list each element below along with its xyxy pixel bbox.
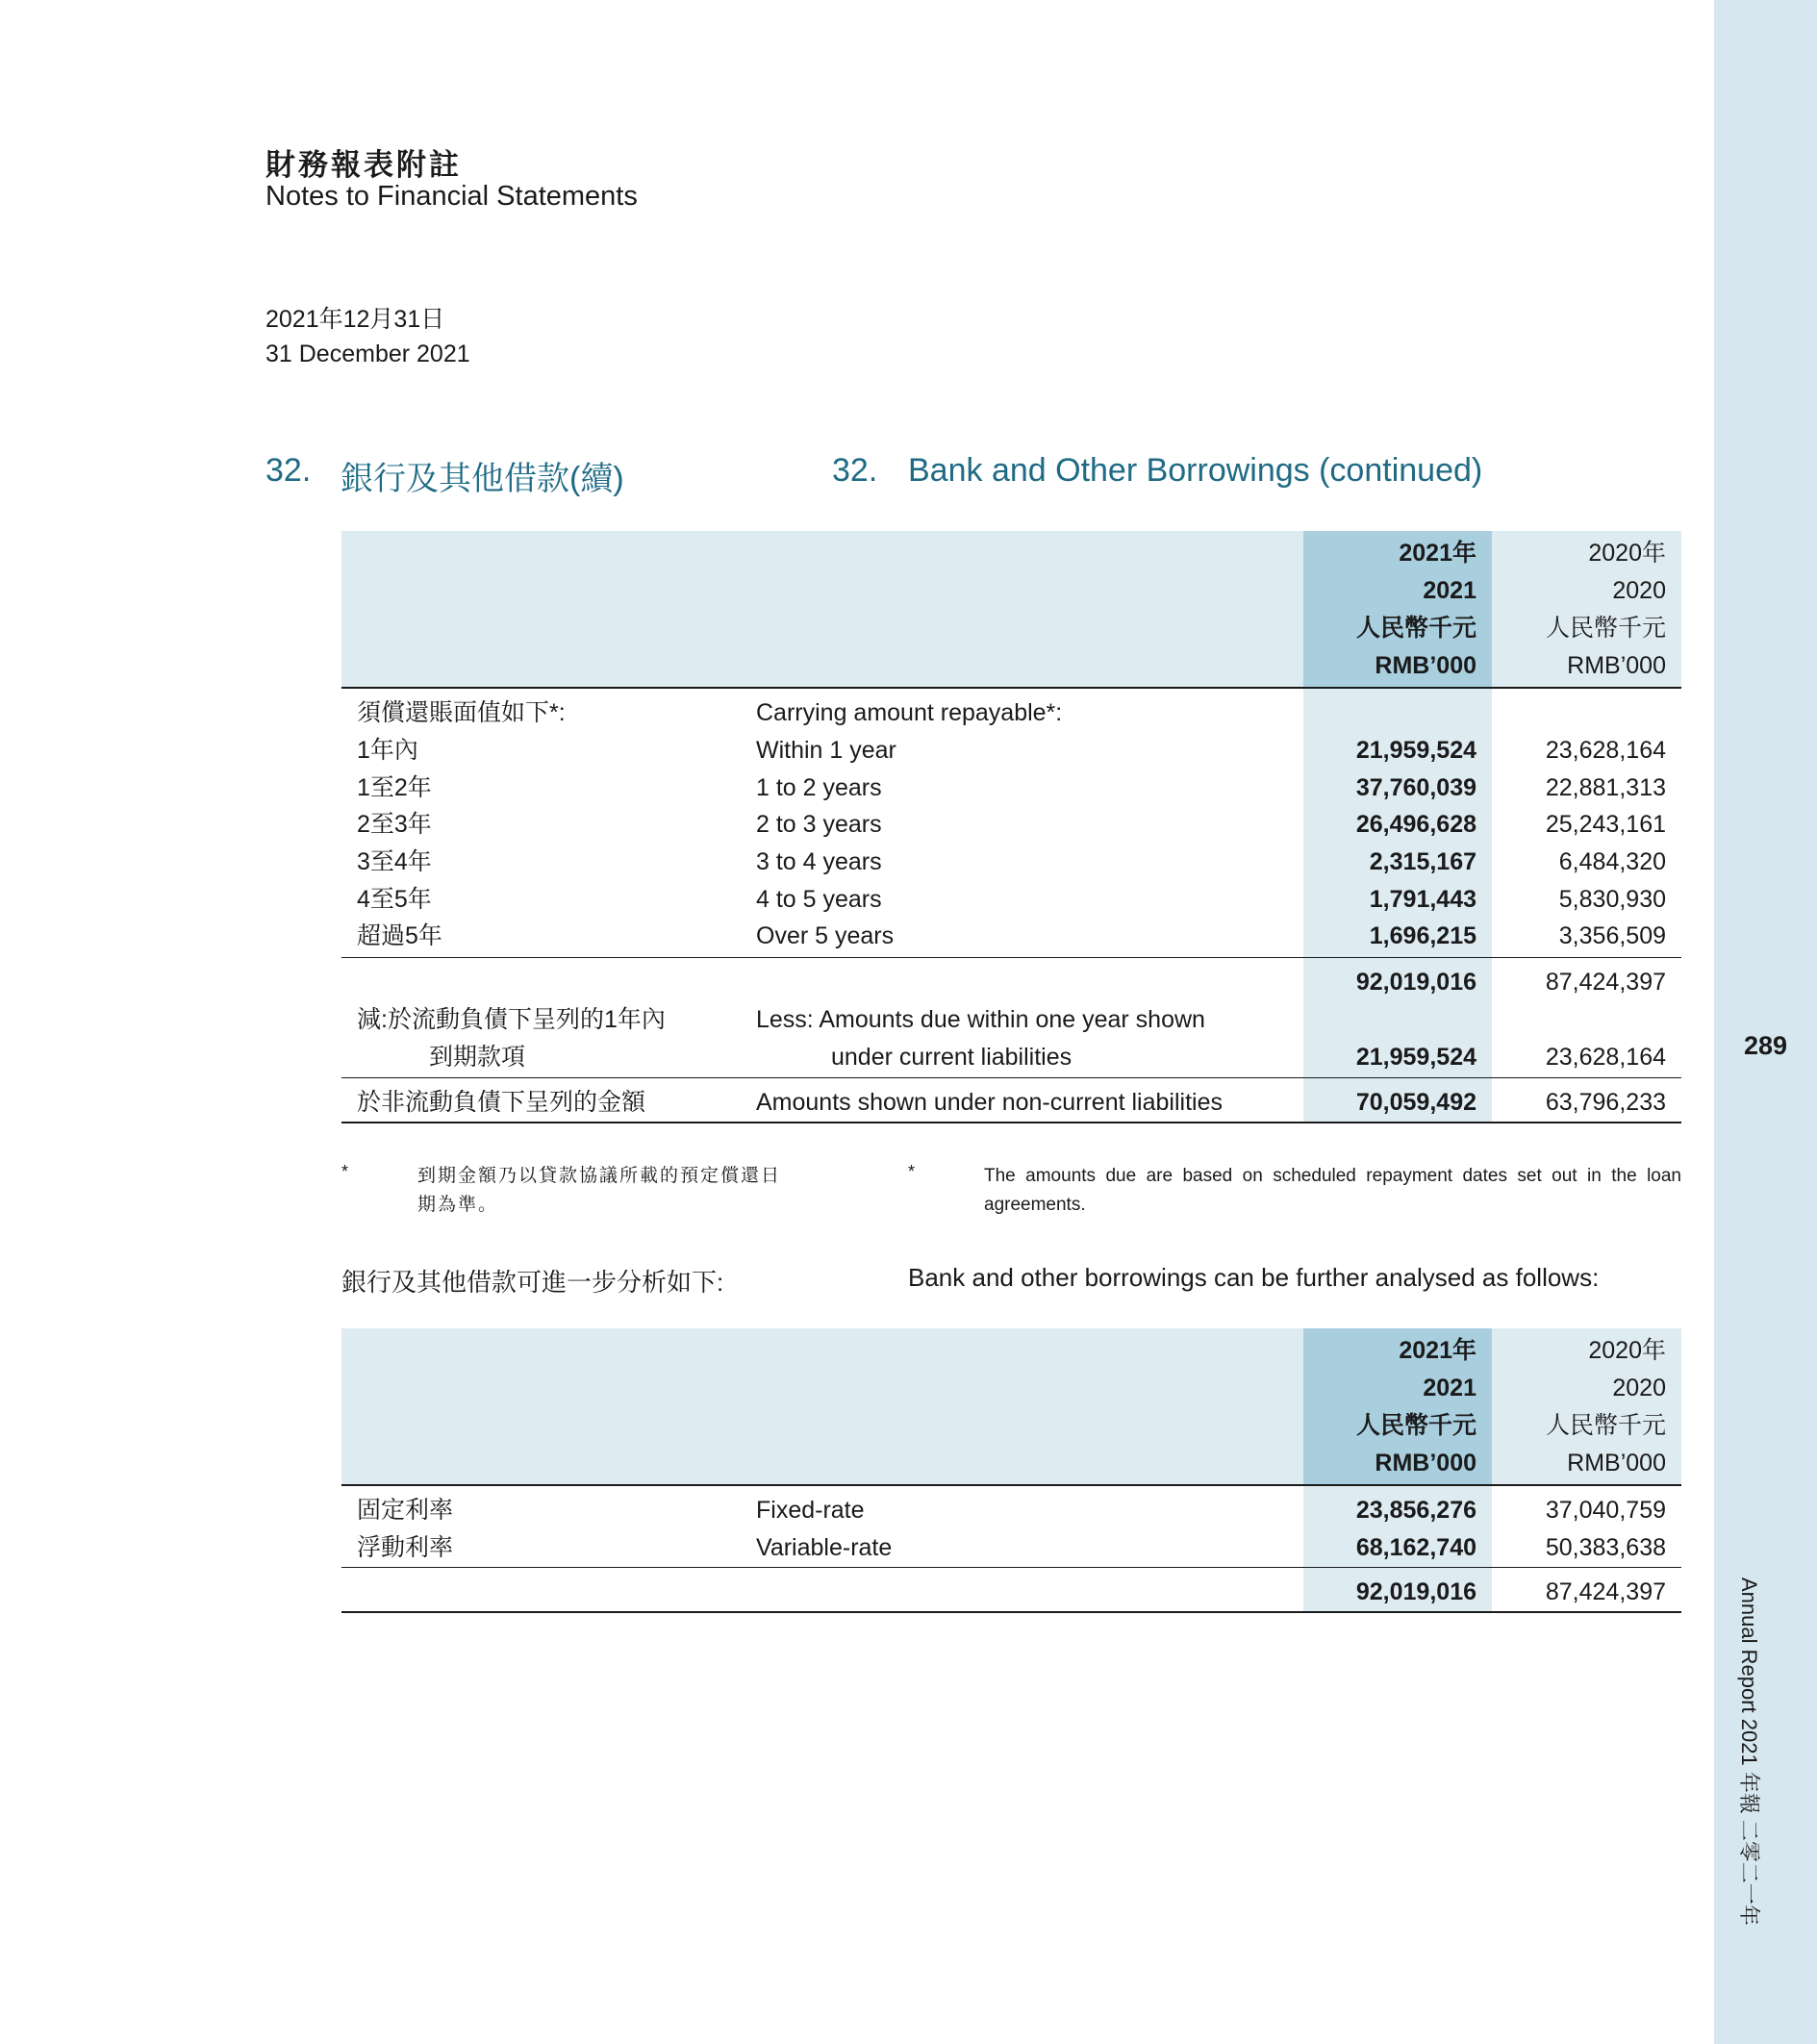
row-label-en: 1 to 2 years — [756, 774, 882, 801]
footnote-star-zh: * — [341, 1162, 349, 1181]
row-value-2021: 1,696,215 — [1369, 922, 1476, 949]
row-value-2021: 1,791,443 — [1369, 886, 1476, 913]
row-label-en: Variable-rate — [756, 1534, 893, 1561]
subtotal-2021: 92,019,016 — [1355, 969, 1476, 996]
row-label-zh: 超過5年 — [357, 922, 442, 949]
row-value-2020: 50,383,638 — [1545, 1534, 1666, 1561]
row-label-en: Over 5 years — [756, 922, 895, 949]
row-value-2020: 5,830,930 — [1558, 886, 1666, 913]
footnote-zh: 到期金額乃以貸款協議所載的預定償還日期為準。 — [417, 1166, 782, 1215]
total-rule — [341, 1567, 1681, 1568]
col-2021-unit-en: RMB’000 — [1375, 652, 1476, 679]
col-2021-zh: 2021年 — [1399, 540, 1476, 567]
noncurrent-rule — [341, 1077, 1681, 1078]
row-value-2021: 23,856,276 — [1355, 1497, 1476, 1524]
caption-zh: 須償還賬面值如下*: — [357, 699, 566, 726]
row-value-2021: 26,496,628 — [1355, 811, 1476, 838]
analysis-zh: 銀行及其他借款可進一步分析如下: — [341, 1268, 724, 1297]
side-band — [1714, 0, 1817, 2044]
header-title-zh: 財務報表附註 — [265, 148, 462, 183]
less-2020: 23,628,164 — [1545, 1044, 1666, 1071]
section-title-zh: 銀行及其他借款(續) — [341, 461, 624, 497]
row-label-zh: 4至5年 — [357, 886, 432, 913]
date-zh: 2021年12月31日 — [265, 306, 445, 333]
noncurrent-label-en: Amounts shown under non-current liabilities — [756, 1089, 1223, 1116]
col-2021-en: 2021 — [1423, 577, 1476, 604]
table-bottom-rule — [341, 1611, 1681, 1613]
row-value-2020: 37,040,759 — [1545, 1497, 1666, 1524]
report-label: Annual Report 2021 年報 二零二一年 — [1737, 1577, 1761, 1926]
date-en: 31 December 2021 — [265, 341, 470, 367]
row-value-2021: 68,162,740 — [1355, 1534, 1476, 1561]
row-label-en: Within 1 year — [756, 737, 896, 764]
subtotal-2020: 87,424,397 — [1545, 969, 1666, 996]
noncurrent-label-zh: 於非流動負債下呈列的金額 — [357, 1089, 646, 1116]
row-label-en: 3 to 4 years — [756, 848, 882, 875]
col-2021-en: 2021 — [1423, 1375, 1476, 1401]
row-label-zh: 2至3年 — [357, 811, 432, 838]
col-2021-unit-zh: 人民幣千元 — [1355, 1412, 1476, 1439]
row-label-en: 2 to 3 years — [756, 811, 882, 838]
noncurrent-2021: 70,059,492 — [1355, 1089, 1476, 1116]
table-bottom-rule — [341, 1122, 1681, 1123]
less-label-zh-2: 到期款項 — [429, 1044, 526, 1071]
col-2021-unit-en: RMB’000 — [1375, 1450, 1476, 1476]
col-2020-unit-zh: 人民幣千元 — [1545, 1412, 1666, 1439]
section-title-en: Bank and Other Borrowings (continued) — [908, 452, 1483, 489]
col-2020-zh: 2020年 — [1588, 1337, 1666, 1364]
col-2021-zh: 2021年 — [1399, 1337, 1476, 1364]
footnote-star-en: * — [908, 1162, 916, 1181]
row-label-zh: 固定利率 — [357, 1497, 454, 1524]
row-label-zh: 3至4年 — [357, 848, 432, 875]
col-2020-en: 2020 — [1612, 577, 1666, 604]
less-label-en-2: under current liabilities — [831, 1044, 1073, 1071]
subtotal-rule — [341, 957, 1681, 958]
row-label-en: Fixed-rate — [756, 1497, 865, 1524]
page-number: 289 — [1743, 1031, 1788, 1060]
section-number-en: 32. — [832, 452, 878, 489]
row-value-2021: 37,760,039 — [1355, 774, 1476, 801]
col-2021-unit-zh: 人民幣千元 — [1355, 615, 1476, 642]
caption-en: Carrying amount repayable*: — [756, 699, 1063, 726]
noncurrent-2020: 63,796,233 — [1545, 1089, 1666, 1116]
row-value-2020: 25,243,161 — [1545, 811, 1666, 838]
table-repayment — [341, 531, 1681, 1123]
header-rule — [341, 687, 1681, 689]
col-2020-unit-en: RMB’000 — [1567, 1450, 1666, 1476]
less-label-zh-1: 減:於流動負債下呈列的1年內 — [357, 1006, 666, 1033]
row-value-2020: 3,356,509 — [1558, 922, 1666, 949]
row-label-zh: 1年內 — [357, 737, 418, 764]
header-title-en: Notes to Financial Statements — [265, 181, 638, 212]
row-label-en: 4 to 5 years — [756, 886, 882, 913]
col-2020-en: 2020 — [1612, 1375, 1666, 1401]
row-value-2021: 21,959,524 — [1355, 737, 1476, 764]
section-number-zh: 32. — [265, 452, 312, 489]
row-label-zh: 浮動利率 — [357, 1534, 454, 1561]
header-rule — [341, 1484, 1681, 1486]
analysis-en: Bank and other borrowings can be further analysed as follows: — [908, 1263, 1600, 1292]
less-2021: 21,959,524 — [1355, 1044, 1476, 1071]
row-value-2020: 22,881,313 — [1545, 774, 1666, 801]
col-2020-unit-zh: 人民幣千元 — [1545, 615, 1666, 642]
row-value-2020: 23,628,164 — [1545, 737, 1666, 764]
col-2020-unit-en: RMB’000 — [1567, 652, 1666, 679]
footnote-en: The amounts due are based on scheduled repayment dates set out in the loan agreements. — [984, 1166, 1681, 1215]
less-label-en-1: Less: Amounts due within one year shown — [756, 1006, 1205, 1033]
total-2021: 92,019,016 — [1355, 1578, 1476, 1605]
total-2020: 87,424,397 — [1545, 1578, 1666, 1605]
row-value-2021: 2,315,167 — [1369, 848, 1476, 875]
row-value-2020: 6,484,320 — [1558, 848, 1666, 875]
row-label-zh: 1至2年 — [357, 774, 432, 801]
col-2020-zh: 2020年 — [1588, 540, 1666, 567]
table-rate-analysis — [341, 1328, 1681, 1613]
